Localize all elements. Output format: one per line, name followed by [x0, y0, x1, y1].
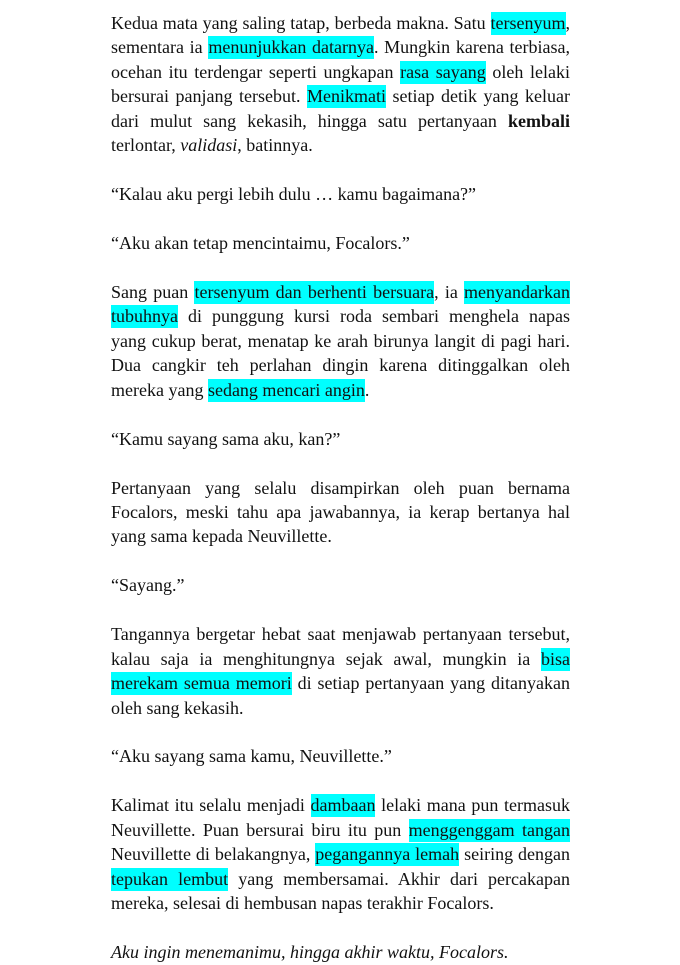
text-span: yang membersamai. Akhir dari percakapan mereka, selesai di hembusan napas terakhir Focalors.: [111, 868, 571, 914]
highlighted-text: tersenyum: [490, 13, 566, 33]
text-span: terlontar,: [111, 135, 181, 156]
highlighted-text: Menikmati: [306, 86, 386, 107]
text-span: oleh lelaki bersurai panjang tersebut.: [111, 61, 570, 107]
text-span: .: [364, 379, 370, 400]
italic-text: validasi: [180, 135, 238, 156]
highlighted-text: sedang mencari angin: [207, 379, 365, 400]
text-span: “Kalau aku pergi lebih dulu … kamu bagaimana?”: [111, 184, 477, 205]
bold-text: kembali: [507, 110, 570, 131]
dialogue-line: [111, 231, 570, 255]
text-span: Pertanyaan yang selalu disampirkan oleh puan bernama Focalors, meski tahu apa jawabannya, ia kerap bertanya hal yang sama kepada Neuvillette.: [111, 477, 570, 547]
highlighted-text: pegangannya lemah: [315, 844, 460, 865]
highlighted-text: menyandarkan tubuhnya: [111, 281, 570, 327]
document-page: [111, 11, 570, 965]
dialogue-line: [111, 182, 570, 206]
dialogue-line: [111, 427, 570, 451]
text-span: Kedua mata yang saling tatap, berbeda makna. Satu: [111, 13, 491, 33]
paragraph-narration: [111, 280, 570, 402]
text-span: lelaki mana pun termasuk Neuvillette. Puan bersurai biru itu pun: [111, 795, 570, 840]
highlighted-text: menggenggam tangan: [408, 819, 570, 840]
text-span: “Kamu sayang sama aku, kan?”: [111, 428, 341, 449]
text-span: Kalimat itu selalu menjadi: [111, 795, 311, 816]
text-span: Neuvillette di belakangnya,: [111, 844, 316, 865]
text-span: , sementara ia: [111, 13, 570, 58]
paragraph-narration: [111, 622, 570, 720]
text-span: Sang puan: [111, 281, 195, 302]
italic-text: Aku ingin menemanimu, hingga akhir waktu, Focalors.: [111, 942, 509, 963]
text-span: “Aku sayang sama kamu, Neuvillette.”: [111, 746, 392, 767]
text-span: Tangannya bergetar hebat saat menjawab pertanyaan tersebut, kalau saja ia menghitungnya sejak awal, mungkin ia: [111, 624, 570, 669]
text-span: seiring dengan: [459, 844, 571, 865]
highlighted-text: tersenyum dan berhenti bersuara: [194, 281, 435, 302]
highlighted-text: rasa sayang: [400, 61, 486, 82]
dialogue-line: [111, 573, 570, 597]
highlighted-text: dambaan: [310, 795, 376, 816]
paragraph-narration: [111, 793, 570, 915]
text-span: setiap detik yang keluar dari mulut sang kekasih, hingga satu pertanyaan: [111, 86, 570, 131]
paragraph-narration: [111, 476, 570, 549]
highlighted-text: tepukan lembut: [111, 868, 229, 889]
paragraph-opening: [111, 11, 570, 158]
closing-line: [111, 940, 570, 964]
highlighted-text: bisa merekam semua memori: [111, 648, 570, 694]
text-span: . Mungkin karena terbiasa, ocehan itu terdengar seperti ungkapan: [111, 37, 570, 82]
dialogue-line: [111, 744, 570, 768]
text-span: , batinnya.: [237, 135, 313, 156]
text-span: di punggung kursi roda sembari menghela napas yang cukup berat, menatap ke arah birunya langit di pagi hari. Dua cangkir teh perlahan dingin karena ditinggalkan oleh mereka yang: [111, 306, 570, 400]
text-span: “Aku akan tetap mencintaimu, Focalors.”: [111, 233, 410, 254]
text-span: , ia: [434, 281, 465, 302]
highlighted-text: menunjukkan datarnya: [208, 37, 374, 58]
text-span: di setiap pertanyaan yang ditanyakan oleh sang kekasih.: [111, 673, 570, 718]
text-span: “Sayang.”: [111, 575, 185, 596]
